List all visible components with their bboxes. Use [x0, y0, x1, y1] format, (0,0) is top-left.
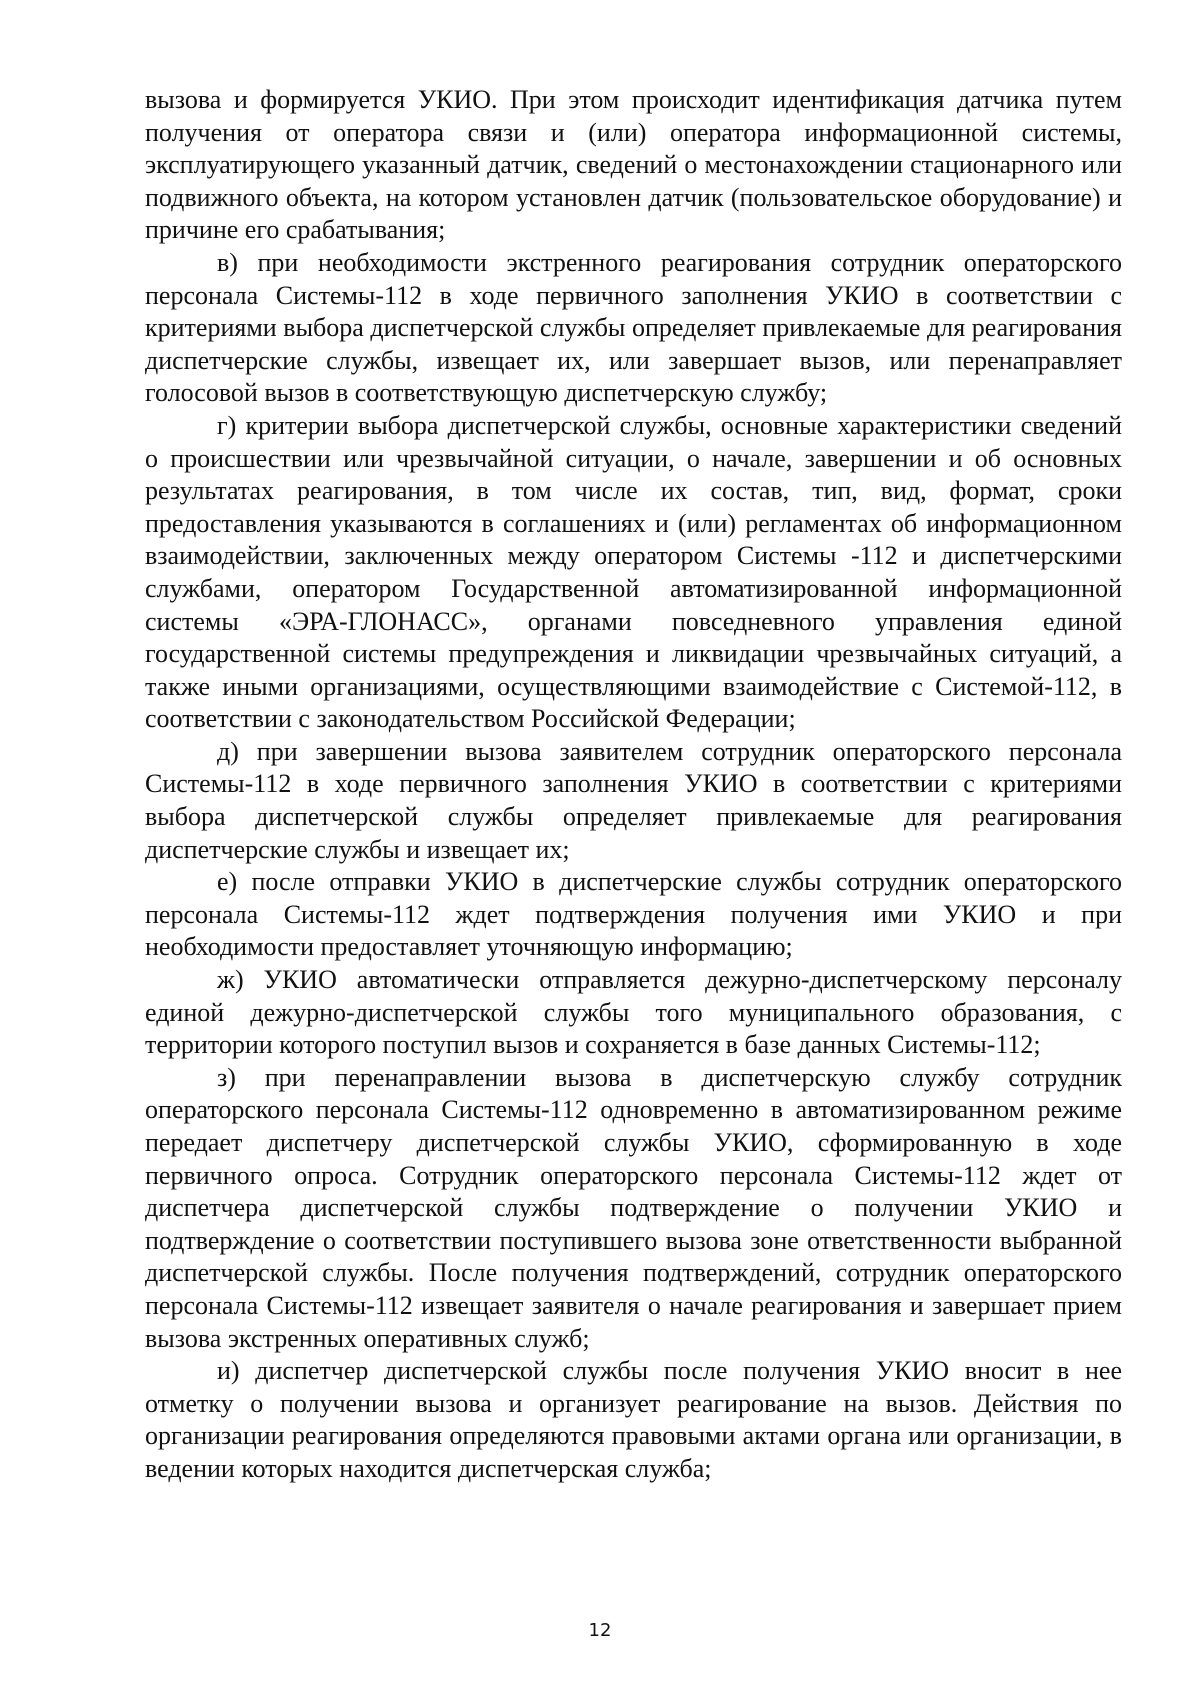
document-body: [145, 84, 1122, 1486]
paragraph-item-z: з) при перенаправлении вызова в диспетчерскую службу сотрудник операторского персонала Системы-112 одновременно в автоматизированном режиме передает диспетчеру диспетчерской службы УКИО, сформированную в ходе первичного опроса. Сотрудник операторского персонала Системы-112 ждет от диспетчера диспетчерской службы подтверждение о получении УКИО и подтверждение о соответствии поступившего вызова зоне ответственности выбранной диспетчерской службы. После получения подтверждений, сотрудник операторского персонала Системы-112 извещает заявителя о начале реагирования и завершает прием вызова экстренных оперативных служб;: [145, 1062, 1122, 1353]
paragraph-item-zh: ж) УКИО автоматически отправляется дежурно-диспетчерскому персоналу единой дежурно-диспетчерской службы того муниципального образования, с территории которого поступил вызов и сохраняется в базе данных Системы-112;: [145, 965, 1122, 1060]
paragraph-item-e: е) после отправки УКИО в диспетчерские службы сотрудник операторского персонала Системы-112 ждет подтверждения получения ими УКИО и при необходимости предоставляет уточняющую информацию;: [145, 867, 1122, 962]
paragraph-item-v: в) при необходимости экстренного реагирования сотрудник операторского персонала Системы-112 в ходе первичного заполнения УКИО в соответствии с критериями выбора диспетчерской службы определяет привлекаемые для реагирования диспетчерские службы, извещает их, или завершает вызов, или перенаправляет голосовой вызов в соответствующую диспетчерскую службу;: [145, 247, 1122, 408]
paragraph-item-d: д) при завершении вызова заявителем сотрудник операторского персонала Системы-112 в ходе первичного заполнения УКИО в соответствии с критериями выбора диспетчерской службы определяет привлекаемые для реагирования диспетчерские службы и извещает их;: [145, 736, 1122, 864]
paragraph-item-g: г) критерии выбора диспетчерской службы, основные характеристики сведений о происшествии или чрезвычайной ситуации, о начале, завершении и об основных результатах реагирования, в том числе их состав, тип, вид, формат, сроки предоставления указываются в соглашениях и (или) регламентах об информационном взаимодействии, заключенных между оператором Системы -112 и диспетчерскими службами, оператором Государственной автоматизированной информационной системы «ЭРА-ГЛОНАСС», органами повседневного управления единой государственной системы предупреждения и ликвидации чрезвычайных ситуаций, а также иными организациями, осуществляющими взаимодействие с Системой-112, в соответствии с законодательством Российской Федерации;: [145, 410, 1122, 734]
page-number: 12: [588, 1620, 612, 1641]
paragraph-item-i: и) диспетчер диспетчерской службы после получения УКИО вносит в нее отметку о получении вызова и организует реагирование на вызов. Действия по организации реагирования определяются правовыми актами органа или организации, в ведении которых находится диспетчерская служба;: [145, 1356, 1122, 1483]
paragraph-continuation: вызова и формируется УКИО. При этом происходит идентификация датчика путем получения от оператора связи и (или) оператора информационной системы, эксплуатирующего указанный датчик, сведений о местонахождении стационарного или подвижного объекта, на котором установлен датчик (пользовательское оборудование) и причине его срабатывания;: [145, 85, 1122, 245]
